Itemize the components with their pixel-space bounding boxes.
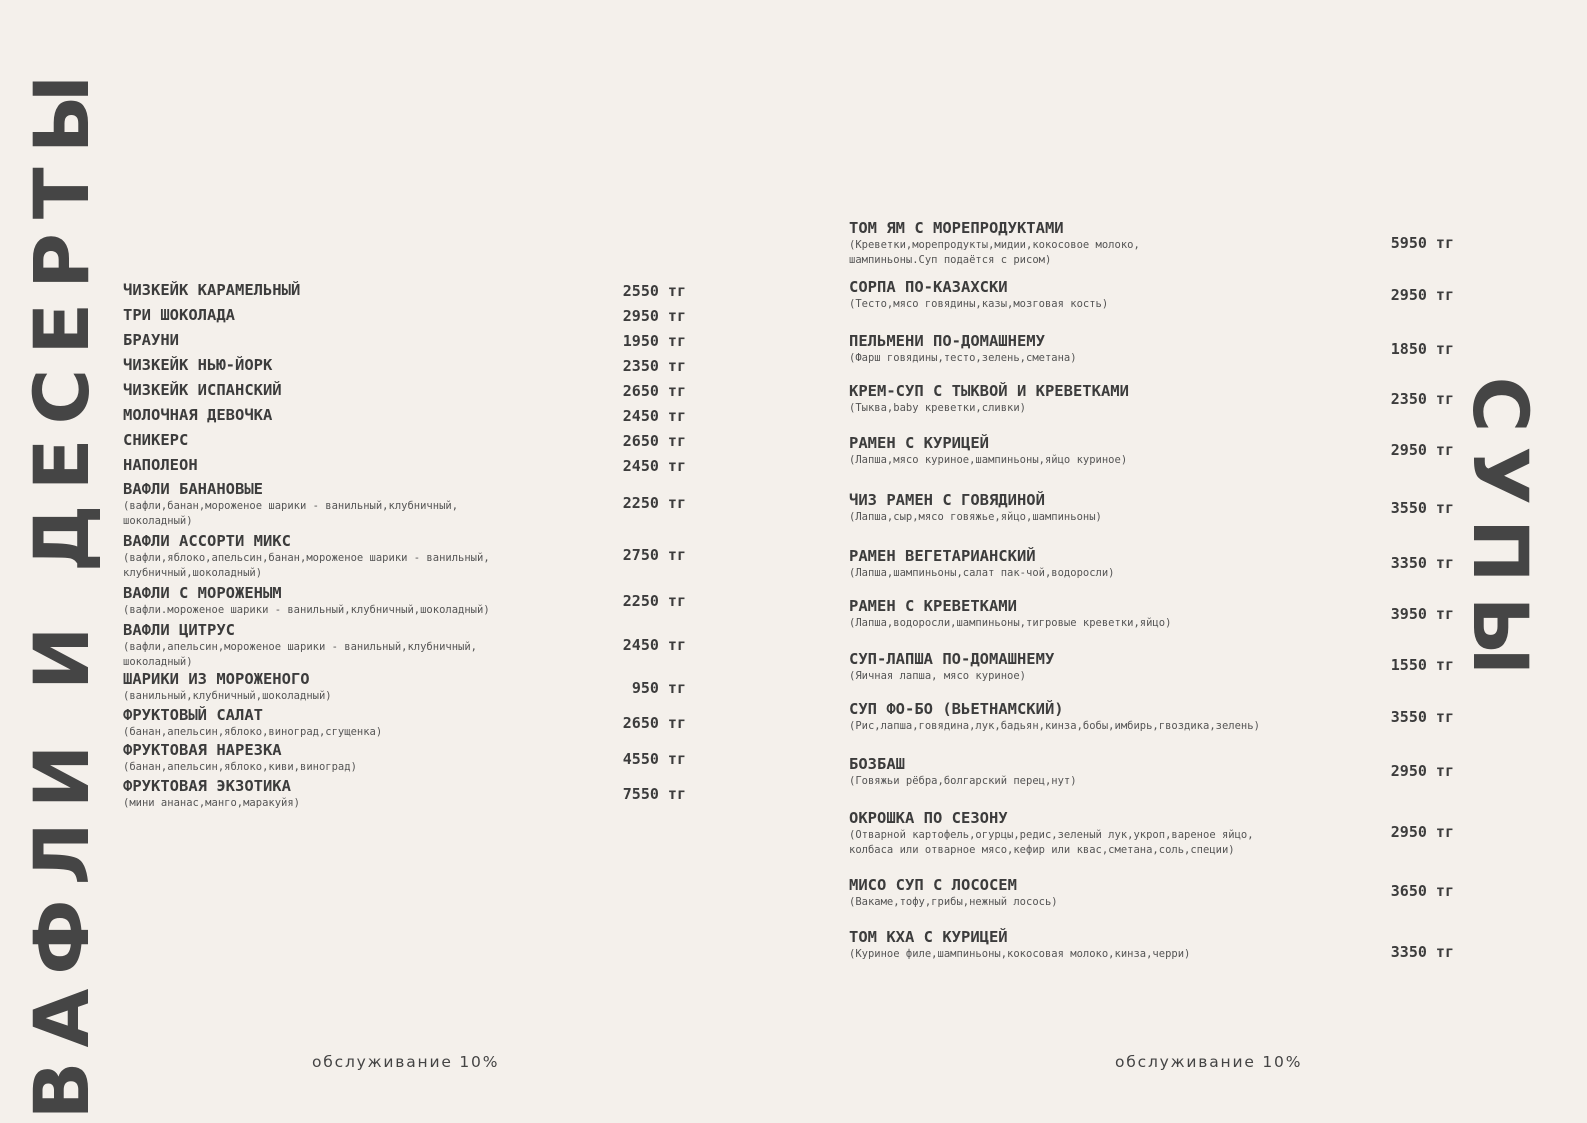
menu-item-name: КРЕМ-СУП С ТЫКВОЙ И КРЕВЕТКАМИ xyxy=(849,382,1129,400)
menu-item-name: ОКРОШКА ПО СЕЗОНУ xyxy=(849,809,1008,827)
menu-item-name: ВАФЛИ АССОРТИ МИКС xyxy=(123,532,291,550)
menu-item-price: 2450 тг xyxy=(622,407,686,425)
menu-item-description: (Тесто,мясо говядины,казы,мозговая кость) xyxy=(849,298,1109,310)
service-charge-note: обслуживание 10% xyxy=(1115,1053,1303,1071)
menu-item xyxy=(849,332,1349,366)
menu-item xyxy=(123,356,593,375)
menu-item-price: 3550 тг xyxy=(1390,708,1454,726)
menu-item-description: (вафли,апельсин,мороженое шарики - ванильный,клубничный, шоколадный) xyxy=(123,641,478,668)
menu-item-name: ЧИЗКЕЙК ИСПАНСКИЙ xyxy=(123,381,282,399)
menu-item xyxy=(849,491,1349,525)
menu-item-name: БРАУНИ xyxy=(123,331,179,349)
section-title-desserts: ВАФЛИ И ДЕСЕРТЫ xyxy=(17,60,106,1120)
menu-item-price: 2950 тг xyxy=(1390,762,1454,780)
menu-item-description: (вафли,банан,мороженое шарики - ванильный,клубничный, шоколадный) xyxy=(123,500,459,527)
menu-item xyxy=(123,281,593,300)
menu-item xyxy=(849,219,1179,267)
section-title-soups: СУПЫ xyxy=(1456,376,1545,690)
menu-item-description: (мини ананас,манго,маракуйя) xyxy=(123,797,301,809)
menu-item-name: СУП-ЛАПША ПО-ДОМАШНЕМУ xyxy=(849,650,1055,668)
menu-item-price: 2650 тг xyxy=(622,714,686,732)
menu-item-name: СУП ФО-БО (ВЬЕТНАМСКИЙ) xyxy=(849,700,1064,718)
menu-item xyxy=(123,456,593,475)
menu-item xyxy=(123,532,518,580)
menu-item-price: 2750 тг xyxy=(622,546,686,564)
menu-item-price: 5950 тг xyxy=(1390,234,1454,252)
menu-item xyxy=(123,306,593,325)
menu-item xyxy=(849,876,1349,910)
menu-item-price: 2950 тг xyxy=(622,307,686,325)
menu-item-name: НАПОЛЕОН xyxy=(123,456,198,474)
menu-item-price: 2450 тг xyxy=(622,457,686,475)
menu-item xyxy=(123,741,593,775)
menu-item-price: 1850 тг xyxy=(1390,340,1454,358)
menu-item-price: 1550 тг xyxy=(1390,656,1454,674)
menu-item-name: ВАФЛИ ЦИТРУС xyxy=(123,621,235,639)
menu-item-price: 2550 тг xyxy=(622,282,686,300)
menu-item-description: (вафли.мороженое шарики - ванильный,клубничный,шоколадный) xyxy=(123,604,490,616)
menu-item-name: РАМЕН С КУРИЦЕЙ xyxy=(849,434,989,452)
menu-item xyxy=(123,480,518,528)
menu-item-description: (ванильный,клубничный,шоколадный) xyxy=(123,690,332,702)
menu-item-price: 950 тг xyxy=(631,679,686,697)
menu-item-price: 2250 тг xyxy=(622,592,686,610)
menu-item-description: (Лапша,шампиньоны,салат пак-чой,водоросли) xyxy=(849,567,1115,579)
menu-item xyxy=(849,700,1349,734)
menu-item-description: (Тыква,baby креветки,сливки) xyxy=(849,402,1027,414)
menu-item-description: (Лапша,водоросли,шампиньоны,тигровые креветки,яйцо) xyxy=(849,617,1172,629)
menu-item-price: 2950 тг xyxy=(1390,286,1454,304)
menu-item-price: 2450 тг xyxy=(622,636,686,654)
menu-item xyxy=(849,928,1349,962)
menu-item-name: ВАФЛИ БАНАНОВЫЕ xyxy=(123,480,263,498)
menu-item-name: ВАФЛИ С МОРОЖЕНЫМ xyxy=(123,584,282,602)
menu-item-description: (Креветки,морепродукты,мидии,кокосовое молоко, шампиньоны.Суп подаётся с рисом) xyxy=(849,239,1140,266)
menu-item-price: 3350 тг xyxy=(1390,554,1454,572)
menu-item-name: ФРУКТОВЫЙ САЛАТ xyxy=(123,706,263,724)
menu-item-price: 7550 тг xyxy=(622,785,686,803)
menu-item-description: (Яичная лапша, мясо куриное) xyxy=(849,670,1027,682)
menu-item-name: ТРИ ШОКОЛАДА xyxy=(123,306,235,324)
menu-item-price: 1950 тг xyxy=(622,332,686,350)
menu-item xyxy=(849,278,1349,312)
menu-item-price: 2950 тг xyxy=(1390,441,1454,459)
menu-item xyxy=(849,809,1269,857)
menu-item-description: (Лапша,мясо куриное,шампиньоны,яйцо куриное) xyxy=(849,454,1128,466)
menu-item-price: 2950 тг xyxy=(1390,823,1454,841)
menu-item xyxy=(123,331,593,350)
menu-item xyxy=(123,381,593,400)
menu-item-name: СОРПА ПО-КАЗАХСКИ xyxy=(849,278,1008,296)
menu-item-price: 2350 тг xyxy=(1390,390,1454,408)
menu-item-price: 3650 тг xyxy=(1390,882,1454,900)
menu-item-name: МИСО СУП С ЛОСОСЕМ xyxy=(849,876,1017,894)
menu-item xyxy=(123,706,593,740)
menu-item-price: 3350 тг xyxy=(1390,943,1454,961)
menu-item-name: ПЕЛЬМЕНИ ПО-ДОМАШНЕМУ xyxy=(849,332,1045,350)
menu-item-description: (Отварной картофель,огурцы,редис,зеленый лук,укроп,вареное яйцо, колбаса или отварное мясо,кефир или квас,сметана,соль,специи) xyxy=(849,829,1254,856)
menu-item-description: (Куриное филе,шампиньоны,кокосовая молоко,кинза,черри) xyxy=(849,948,1191,960)
menu-item xyxy=(123,431,593,450)
menu-item-price: 2650 тг xyxy=(622,382,686,400)
menu-item xyxy=(123,670,593,704)
menu-item-name: МОЛОЧНАЯ ДЕВОЧКА xyxy=(123,406,273,424)
menu-item xyxy=(123,584,593,618)
menu-item xyxy=(849,755,1349,789)
menu-item-price: 3550 тг xyxy=(1390,499,1454,517)
menu-item-description: (банан,апельсин,яблоко,виноград,сгущенка) xyxy=(123,726,383,738)
menu-item-description: (Рис,лапша,говядина,лук,бадьян,кинза,бобы,имбирь,гвоздика,зелень) xyxy=(849,720,1260,732)
menu-item xyxy=(849,547,1349,581)
menu-item-description: (Лапша,сыр,мясо говяжье,яйцо,шампиньоны) xyxy=(849,511,1102,523)
menu-item xyxy=(123,777,593,811)
menu-item-price: 3950 тг xyxy=(1390,605,1454,623)
menu-item-name: ЧИЗКЕЙК КАРАМЕЛЬНЫЙ xyxy=(123,281,301,299)
menu-item-description: (вафли,яблоко,апельсин,банан,мороженое шарики - ванильный, клубничный,шоколадный) xyxy=(123,552,490,579)
menu-item xyxy=(849,650,1349,684)
menu-item-name: ТОМ ЯМ С МОРЕПРОДУКТАМИ xyxy=(849,219,1064,237)
menu-item-description: (Вакаме,тофу,грибы,нежный лосось) xyxy=(849,896,1058,908)
menu-item xyxy=(123,621,508,669)
menu-item-name: БОЗБАШ xyxy=(849,755,905,773)
service-charge-note: обслуживание 10% xyxy=(312,1053,500,1071)
menu-item-description: (Фарш говядины,тесто,зелень,сметана) xyxy=(849,352,1077,364)
menu-item-name: ФРУКТОВАЯ ЭКЗОТИКА xyxy=(123,777,291,795)
menu-item-description: (банан,апельсин,яблоко,киви,виноград) xyxy=(123,761,357,773)
menu-item-name: РАМЕН ВЕГЕТАРИАНСКИЙ xyxy=(849,547,1036,565)
menu-item-name: ЧИЗКЕЙК НЬЮ-ЙОРК xyxy=(123,356,273,374)
menu-item xyxy=(849,434,1349,468)
menu-item-name: ЧИЗ РАМЕН С ГОВЯДИНОЙ xyxy=(849,491,1045,509)
menu-item-price: 2250 тг xyxy=(622,494,686,512)
menu-item-price: 2650 тг xyxy=(622,432,686,450)
menu-item xyxy=(849,597,1349,631)
menu-item-name: ШАРИКИ ИЗ МОРОЖЕНОГО xyxy=(123,670,310,688)
menu-item-name: РАМЕН С КРЕВЕТКАМИ xyxy=(849,597,1017,615)
menu-item-name: ТОМ КХА С КУРИЦЕЙ xyxy=(849,928,1008,946)
menu-item-name: СНИКЕРС xyxy=(123,431,189,449)
menu-item xyxy=(123,406,593,425)
menu-item-description: (Говяжьи рёбра,болгарский перец,нут) xyxy=(849,775,1077,787)
menu-item-price: 2350 тг xyxy=(622,357,686,375)
menu-item-name: ФРУКТОВАЯ НАРЕЗКА xyxy=(123,741,282,759)
menu-item-price: 4550 тг xyxy=(622,750,686,768)
menu-item xyxy=(849,382,1349,416)
